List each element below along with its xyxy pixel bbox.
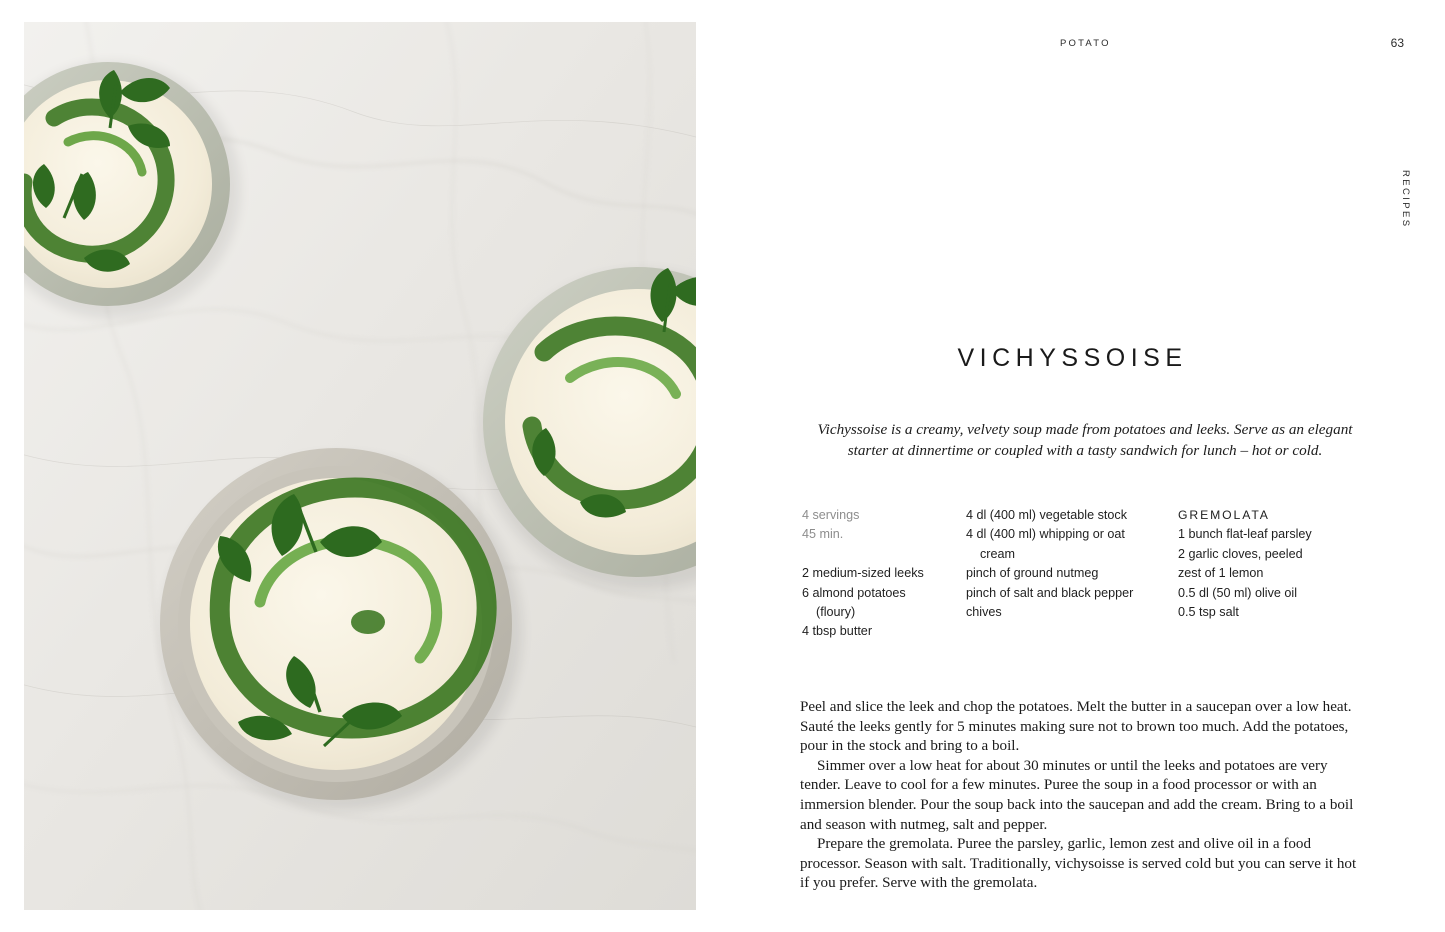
ingredients-subheading: GREMOLATA bbox=[1178, 508, 1270, 522]
ingredient-item: (floury) bbox=[816, 605, 856, 620]
ingredients-column-2 bbox=[966, 506, 1178, 642]
servings-label: 4 servings bbox=[802, 508, 860, 522]
ingredient-item: 4 dl (400 ml) whipping or oat bbox=[966, 527, 1125, 542]
method-paragraph: Peel and slice the leek and chop the potatoes. Melt the butter in a saucepan over a low heat. Sauté the leeks gently for 5 minutes making sure not to brown too much. Add the potatoes, pour in the stock and bring to a boil. bbox=[800, 699, 1352, 755]
ingredient-item: 4 dl (400 ml) vegetable stock bbox=[966, 508, 1128, 522]
recipe-intro: Vichyssoise is a creamy, velvety soup made from potatoes and leeks. Serve as an elegant starter at dinnertime or coupled with a tasty sandwich for lunch – hot or cold. bbox=[817, 421, 1353, 459]
ingredient-item: 4 tbsp butter bbox=[802, 624, 873, 639]
ingredient-item: 2 garlic cloves, peeled bbox=[1178, 546, 1303, 561]
method-paragraph: Simmer over a low heat for about 30 minutes or until the leeks and potatoes are very tender. Leave to cool for a few minutes. Puree the soup in a food processor or with an immersion blender. Pour the soup back into the saucepan and add the cream. Bring to a boil and season with nutmeg, salt and pepper. bbox=[800, 757, 1354, 833]
recipe-page bbox=[700, 0, 1445, 932]
photo-illustration bbox=[24, 22, 696, 910]
method-paragraph: Prepare the gremolata. Puree the parsley, garlic, lemon zest and olive oil in a food processor. Season with salt. Traditionally, vichysoisse is served cold but you can serve it hot if you prefer. Serve with the gremolata. bbox=[800, 836, 1357, 892]
ingredient-item: 2 medium-sized leeks bbox=[802, 566, 924, 581]
ingredients-column-1 bbox=[802, 506, 966, 642]
ingredient-item: chives bbox=[966, 605, 1002, 620]
column-spacer bbox=[802, 545, 954, 564]
ingredient-item: cream bbox=[980, 546, 1015, 561]
ingredient-item: 0.5 tsp salt bbox=[1178, 605, 1239, 620]
page-title: VICHYSSOISE bbox=[957, 344, 1188, 372]
ingredient-item: 1 bunch flat-leaf parsley bbox=[1178, 527, 1312, 542]
page-number: 63 bbox=[1390, 36, 1404, 50]
time-label: 45 min. bbox=[802, 527, 844, 542]
recipe-photo bbox=[24, 22, 696, 910]
ingredients-list bbox=[802, 506, 1382, 642]
ingredient-item: zest of 1 lemon bbox=[1178, 566, 1264, 581]
ingredient-item: pinch of salt and black pepper bbox=[966, 585, 1134, 600]
ingredients-column-3 bbox=[1178, 506, 1382, 642]
section-tab: RECIPES bbox=[1400, 170, 1411, 229]
ingredient-item: pinch of ground nutmeg bbox=[966, 566, 1099, 581]
ingredient-item: 6 almond potatoes bbox=[802, 585, 906, 600]
method-text bbox=[800, 698, 1368, 894]
ingredient-item: 0.5 dl (50 ml) olive oil bbox=[1178, 585, 1297, 600]
running-head: POTATO bbox=[1060, 38, 1111, 49]
